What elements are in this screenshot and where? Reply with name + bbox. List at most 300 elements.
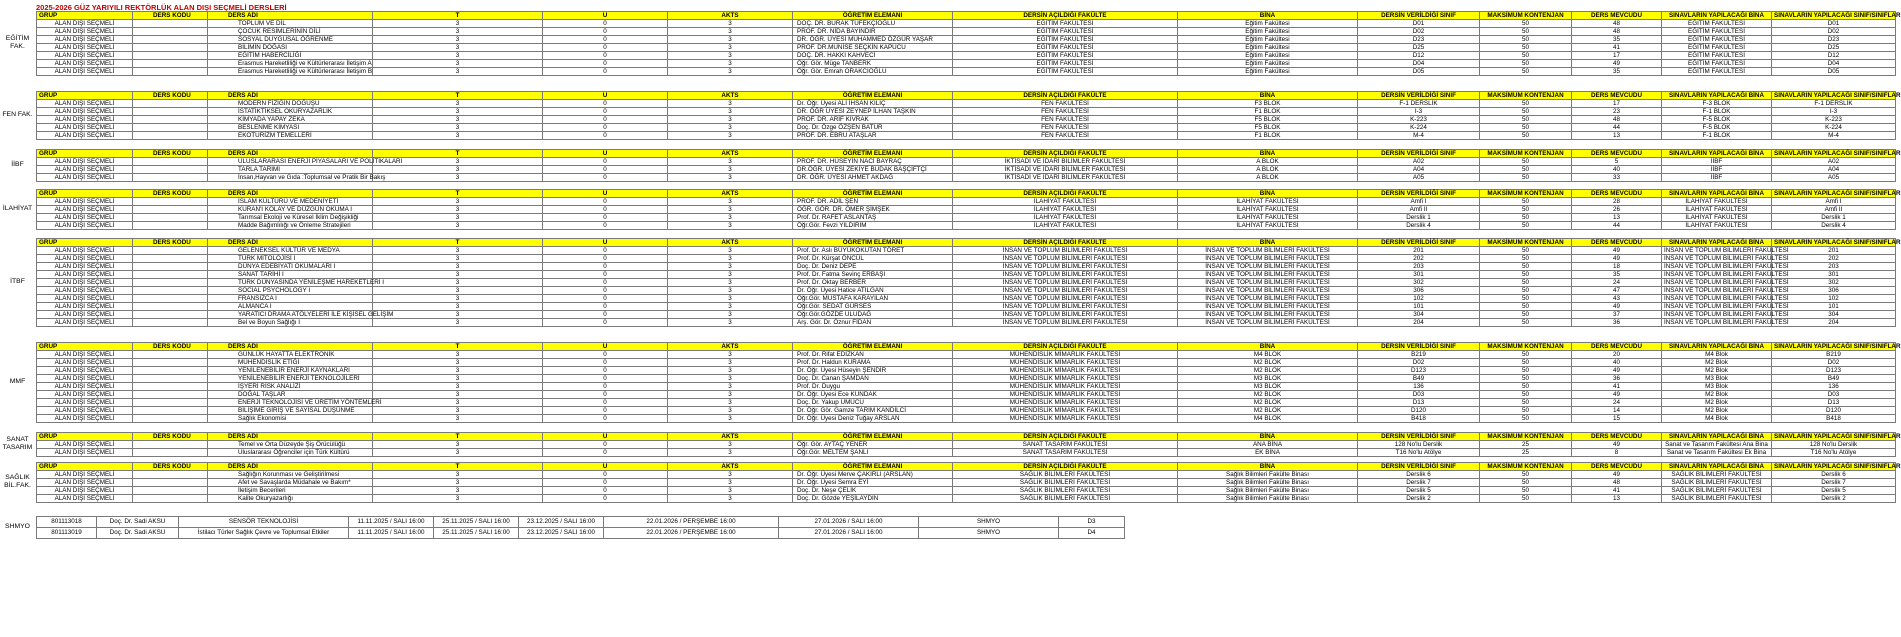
table-cell[interactable]: F3 BLOK bbox=[1178, 100, 1358, 108]
table-cell[interactable]: Sanat ve Tasarım Fakültesi Ek Bina bbox=[1662, 449, 1772, 457]
table-cell[interactable]: 3 bbox=[668, 44, 793, 52]
table-cell[interactable]: ALAN DIŞI SEÇMELİ bbox=[37, 263, 133, 271]
table-cell[interactable]: 48 bbox=[1572, 28, 1662, 36]
table-cell[interactable]: Dr. Öğr. Üyesi Hüseyin ŞENDİR bbox=[793, 367, 953, 375]
table-cell[interactable]: 0 bbox=[543, 255, 668, 263]
table-cell[interactable]: ALAN DIŞI SEÇMELİ bbox=[37, 132, 133, 140]
table-cell[interactable]: Derslik 5 bbox=[1772, 487, 1896, 495]
table-cell[interactable]: 3 bbox=[373, 279, 543, 287]
table-cell[interactable]: 3 bbox=[668, 198, 793, 206]
table-cell[interactable]: B418 bbox=[1358, 415, 1480, 423]
table-cell[interactable]: 50 bbox=[1480, 255, 1572, 263]
table-cell[interactable]: Madde Bağımlılığı ve Önleme Stratejileri bbox=[208, 222, 373, 230]
table-cell[interactable]: 3 bbox=[373, 68, 543, 76]
table-cell[interactable]: 50 bbox=[1480, 108, 1572, 116]
table-cell[interactable]: 50 bbox=[1480, 20, 1572, 28]
table-cell[interactable]: D02 bbox=[1358, 359, 1480, 367]
table-cell[interactable]: M4 BLOK bbox=[1178, 415, 1358, 423]
table-cell[interactable] bbox=[133, 28, 208, 36]
table-cell[interactable]: SAĞLIK BİLİMLERİ FAKÜLTESİ bbox=[953, 471, 1178, 479]
table-cell[interactable]: Öğr. Gör. Müge TANBERK bbox=[793, 60, 953, 68]
table-cell[interactable]: 0 bbox=[543, 263, 668, 271]
table-cell[interactable]: ALAN DIŞI SEÇMELİ bbox=[37, 108, 133, 116]
table-cell[interactable]: 3 bbox=[668, 367, 793, 375]
table-cell[interactable]: 0 bbox=[543, 214, 668, 222]
table-cell[interactable]: DÜNYA EDEBİYATI OKUMALARI I bbox=[208, 263, 373, 271]
table-cell[interactable]: D03 bbox=[1772, 391, 1896, 399]
table-cell[interactable] bbox=[133, 255, 208, 263]
table-cell[interactable]: Prof. Dr. Oktay BERBER bbox=[793, 279, 953, 287]
table-cell[interactable]: EĞİTİM FAKÜLTESİ bbox=[953, 52, 1178, 60]
table-cell[interactable]: BESLENME KİMYASI bbox=[208, 124, 373, 132]
table-cell[interactable]: PROF. DR. NİDA BAYINDIR bbox=[793, 28, 953, 36]
table-cell[interactable] bbox=[133, 68, 208, 76]
table-cell[interactable]: Sağlık Bilimleri Fakülte Binası bbox=[1178, 495, 1358, 503]
table-cell[interactable]: Doç. Dr. Deniz DEPE bbox=[793, 263, 953, 271]
table-cell[interactable]: 3 bbox=[373, 44, 543, 52]
table-cell[interactable]: ALAN DIŞI SEÇMELİ bbox=[37, 60, 133, 68]
table-cell[interactable]: 202 bbox=[1358, 255, 1480, 263]
table-cell[interactable]: 102 bbox=[1772, 295, 1896, 303]
table-cell[interactable]: Derslik 4 bbox=[1772, 222, 1896, 230]
table-cell[interactable] bbox=[133, 198, 208, 206]
table-cell[interactable]: İNSAN VE TOPLUM BİLİMLERİ FAKÜLTESİ bbox=[1178, 247, 1358, 255]
table-cell[interactable]: 3 bbox=[668, 158, 793, 166]
table-cell[interactable]: D02 bbox=[1772, 359, 1896, 367]
table-cell[interactable]: 0 bbox=[543, 108, 668, 116]
table-cell[interactable]: MÜHENDİSLİK MİMARLIK FAKÜLTESİ bbox=[953, 383, 1178, 391]
table-cell[interactable]: TÜRK MİTOLOJİSİ I bbox=[208, 255, 373, 263]
table-cell[interactable]: 43 bbox=[1572, 295, 1662, 303]
table-cell[interactable]: İKTİSADİ VE İDARİ BİLİMLER FAKÜLTESİ bbox=[953, 166, 1178, 174]
table-cell[interactable]: 20 bbox=[1572, 351, 1662, 359]
table-cell[interactable]: ALAN DIŞI SEÇMELİ bbox=[37, 158, 133, 166]
table-cell[interactable]: EĞİTİM FAKÜLTESİ bbox=[1662, 44, 1772, 52]
table-cell[interactable]: 3 bbox=[668, 351, 793, 359]
table-cell[interactable]: 50 bbox=[1480, 367, 1572, 375]
table-cell[interactable]: 3 bbox=[668, 214, 793, 222]
table-cell[interactable]: 3 bbox=[373, 116, 543, 124]
table-cell[interactable]: ALAN DIŞI SEÇMELİ bbox=[37, 311, 133, 319]
table-cell[interactable]: İNSAN VE TOPLUM BİLİMLERİ FAKÜLTESİ bbox=[1178, 271, 1358, 279]
table-cell[interactable]: ALAN DIŞI SEÇMELİ bbox=[37, 319, 133, 327]
table-cell[interactable]: ALAN DIŞI SEÇMELİ bbox=[37, 116, 133, 124]
table-cell[interactable]: 25 bbox=[1480, 449, 1572, 457]
table-cell[interactable]: FEN FAKÜLTESİ bbox=[953, 100, 1178, 108]
table-cell[interactable]: 301 bbox=[1772, 271, 1896, 279]
table-cell[interactable]: D25 bbox=[1358, 44, 1480, 52]
table-cell[interactable]: İLAHİYAT FAKÜLTESİ bbox=[953, 222, 1178, 230]
table-cell[interactable]: M2 BLOK bbox=[1178, 407, 1358, 415]
table-cell[interactable]: İLAHİYAT FAKÜLTESİ bbox=[953, 198, 1178, 206]
table-cell[interactable]: A02 bbox=[1358, 158, 1480, 166]
table-cell[interactable]: 301 bbox=[1358, 271, 1480, 279]
table-cell[interactable]: EĞİTİM FAKÜLTESİ bbox=[1662, 60, 1772, 68]
table-cell[interactable]: 3 bbox=[668, 407, 793, 415]
table-cell[interactable] bbox=[133, 100, 208, 108]
table-cell[interactable]: EK BİNA bbox=[1178, 449, 1358, 457]
table-cell[interactable] bbox=[133, 108, 208, 116]
table-cell[interactable]: 302 bbox=[1772, 279, 1896, 287]
table-cell[interactable]: FEN FAKÜLTESİ bbox=[953, 108, 1178, 116]
table-cell[interactable]: A BLOK bbox=[1178, 166, 1358, 174]
table-cell[interactable]: 3 bbox=[373, 166, 543, 174]
table-cell[interactable]: D123 bbox=[1772, 367, 1896, 375]
table-cell[interactable]: İNSAN VE TOPLUM BİLİMLERİ FAKÜLTESİ bbox=[1662, 319, 1772, 327]
table-cell[interactable]: D3 bbox=[1059, 517, 1125, 528]
table-cell[interactable] bbox=[133, 20, 208, 28]
table-cell[interactable]: ALAN DIŞI SEÇMELİ bbox=[37, 279, 133, 287]
table-cell[interactable] bbox=[133, 449, 208, 457]
table-cell[interactable] bbox=[133, 44, 208, 52]
table-cell[interactable]: 50 bbox=[1480, 303, 1572, 311]
table-cell[interactable]: Sanat ve Tasarım Fakültesi Ana Bina bbox=[1662, 441, 1772, 449]
table-cell[interactable]: 3 bbox=[668, 303, 793, 311]
table-cell[interactable]: İSLAM KÜLTÜRÜ VE MEDENİYETİ bbox=[208, 198, 373, 206]
table-cell[interactable]: 48 bbox=[1572, 479, 1662, 487]
table-cell[interactable]: PROF. DR. ARİF KIVRAK bbox=[793, 116, 953, 124]
table-cell[interactable]: F5 BLOK bbox=[1178, 124, 1358, 132]
table-cell[interactable]: F-1 BLOK bbox=[1662, 132, 1772, 140]
table-cell[interactable]: Öğr.Gör. SEDAT GÜRSES bbox=[793, 303, 953, 311]
table-cell[interactable]: ALAN DIŞI SEÇMELİ bbox=[37, 383, 133, 391]
table-cell[interactable]: İİBF bbox=[1662, 166, 1772, 174]
table-cell[interactable]: Doç. Dr. Canan ŞAMDAN bbox=[793, 375, 953, 383]
table-cell[interactable]: 3 bbox=[373, 295, 543, 303]
table-cell[interactable]: EĞİTİM FAKÜLTESİ bbox=[953, 60, 1178, 68]
table-cell[interactable]: 50 bbox=[1480, 174, 1572, 182]
table-cell[interactable]: Derslik 2 bbox=[1358, 495, 1480, 503]
table-cell[interactable] bbox=[133, 351, 208, 359]
table-cell[interactable]: İNSAN VE TOPLUM BİLİMLERİ FAKÜLTESİ bbox=[953, 303, 1178, 311]
table-cell[interactable]: EĞİTİM FAKÜLTESİ bbox=[953, 44, 1178, 52]
table-cell[interactable]: 3 bbox=[668, 206, 793, 214]
table-cell[interactable]: 202 bbox=[1772, 255, 1896, 263]
table-cell[interactable]: 49 bbox=[1572, 471, 1662, 479]
table-cell[interactable]: 50 bbox=[1480, 44, 1572, 52]
table-cell[interactable]: 13 bbox=[1572, 495, 1662, 503]
table-cell[interactable]: 3 bbox=[373, 52, 543, 60]
table-cell[interactable]: D01 bbox=[1358, 20, 1480, 28]
table-cell[interactable] bbox=[133, 399, 208, 407]
table-cell[interactable]: 3 bbox=[373, 449, 543, 457]
table-cell[interactable] bbox=[133, 319, 208, 327]
table-cell[interactable]: 0 bbox=[543, 351, 668, 359]
table-cell[interactable] bbox=[133, 287, 208, 295]
table-cell[interactable]: 0 bbox=[543, 471, 668, 479]
table-cell[interactable]: 0 bbox=[543, 367, 668, 375]
table-cell[interactable] bbox=[133, 116, 208, 124]
table-cell[interactable]: 3 bbox=[373, 36, 543, 44]
table-cell[interactable]: Doç. Dr. Gözde YEŞİLAYDIN bbox=[793, 495, 953, 503]
table-cell[interactable]: Kalite Okuryazarlığı bbox=[208, 495, 373, 503]
table-cell[interactable]: ALAN DIŞI SEÇMELİ bbox=[37, 479, 133, 487]
table-cell[interactable]: 49 bbox=[1572, 60, 1662, 68]
table-cell[interactable]: 0 bbox=[543, 166, 668, 174]
table-cell[interactable]: 28 bbox=[1572, 198, 1662, 206]
table-cell[interactable]: TARLA TARIMI bbox=[208, 166, 373, 174]
table-cell[interactable]: Dr. Öğr. Üyesi Deniz Tuğay ARSLAN bbox=[793, 415, 953, 423]
table-cell[interactable]: İLAHİYAT FAKÜLTESİ bbox=[1662, 198, 1772, 206]
table-cell[interactable]: M2 BLOK bbox=[1178, 399, 1358, 407]
table-cell[interactable]: Doç. Dr. Sadi AKSU bbox=[97, 528, 179, 539]
table-cell[interactable]: F-1 DERSLİK bbox=[1358, 100, 1480, 108]
table-cell[interactable]: İNSAN VE TOPLUM BİLİMLERİ FAKÜLTESİ bbox=[1662, 263, 1772, 271]
table-cell[interactable]: 3 bbox=[668, 116, 793, 124]
table-cell[interactable]: ALAN DIŞI SEÇMELİ bbox=[37, 44, 133, 52]
table-cell[interactable]: DOÇ. DR. BURAK TÜFEKÇİOĞLU bbox=[793, 20, 953, 28]
table-cell[interactable]: Derslik 7 bbox=[1358, 479, 1480, 487]
table-cell[interactable]: K-224 bbox=[1772, 124, 1896, 132]
table-cell[interactable]: 3 bbox=[668, 28, 793, 36]
table-cell[interactable]: 3 bbox=[373, 383, 543, 391]
table-cell[interactable]: 5 bbox=[1572, 158, 1662, 166]
table-cell[interactable]: 50 bbox=[1480, 319, 1572, 327]
table-cell[interactable]: Dr. Öğr. Üyesi Hatice ATILGAN bbox=[793, 287, 953, 295]
table-cell[interactable]: İNSAN VE TOPLUM BİLİMLERİ FAKÜLTESİ bbox=[1662, 247, 1772, 255]
table-cell[interactable]: 3 bbox=[668, 263, 793, 271]
table-cell[interactable]: SANAT TASARIM FAKÜLTESİ bbox=[953, 441, 1178, 449]
table-cell[interactable]: 3 bbox=[668, 174, 793, 182]
table-cell[interactable]: 50 bbox=[1480, 279, 1572, 287]
table-cell[interactable]: Doç. Dr. Sadi AKSU bbox=[97, 517, 179, 528]
table-cell[interactable]: 50 bbox=[1480, 471, 1572, 479]
table-cell[interactable]: ÖĞR. GÖR. DR. ÖMER ŞİMŞEK bbox=[793, 206, 953, 214]
table-cell[interactable]: İŞYERİ RİSK ANALİZİ bbox=[208, 383, 373, 391]
table-cell[interactable]: 3 bbox=[373, 399, 543, 407]
table-cell[interactable]: 3 bbox=[668, 399, 793, 407]
table-cell[interactable]: İİBF bbox=[1662, 174, 1772, 182]
table-cell[interactable]: ALAN DIŞI SEÇMELİ bbox=[37, 68, 133, 76]
table-cell[interactable]: 3 bbox=[373, 222, 543, 230]
table-cell[interactable] bbox=[133, 124, 208, 132]
table-cell[interactable]: 0 bbox=[543, 116, 668, 124]
table-cell[interactable]: 49 bbox=[1572, 255, 1662, 263]
table-cell[interactable]: 0 bbox=[543, 28, 668, 36]
table-cell[interactable]: I-3 bbox=[1772, 108, 1896, 116]
table-cell[interactable]: DOĞAL TAŞLAR bbox=[208, 391, 373, 399]
table-cell[interactable]: 0 bbox=[543, 44, 668, 52]
table-cell[interactable]: Öğr. Gör. Emrah ORAKCIOĞLU bbox=[793, 68, 953, 76]
table-cell[interactable]: YARATICI DRAMA ATÖLYELERİ İLE KİŞİSEL GELİŞİM bbox=[208, 311, 373, 319]
table-cell[interactable]: İNSAN VE TOPLUM BİLİMLERİ FAKÜLTESİ bbox=[1662, 303, 1772, 311]
table-cell[interactable]: 0 bbox=[543, 495, 668, 503]
table-cell[interactable]: M3 BLOK bbox=[1178, 383, 1358, 391]
table-cell[interactable]: 3 bbox=[668, 449, 793, 457]
table-cell[interactable]: 50 bbox=[1480, 415, 1572, 423]
table-cell[interactable] bbox=[133, 311, 208, 319]
table-cell[interactable]: Uluslararası Öğrenciler için Türk Kültürü bbox=[208, 449, 373, 457]
table-cell[interactable]: 3 bbox=[668, 383, 793, 391]
table-cell[interactable]: 50 bbox=[1480, 287, 1572, 295]
table-cell[interactable]: 35 bbox=[1572, 68, 1662, 76]
table-cell[interactable] bbox=[133, 391, 208, 399]
table-cell[interactable]: 3 bbox=[373, 263, 543, 271]
table-cell[interactable]: Eğitim Fakültesi bbox=[1178, 52, 1358, 60]
table-cell[interactable]: 13 bbox=[1572, 214, 1662, 222]
table-cell[interactable]: 136 bbox=[1772, 383, 1896, 391]
table-cell[interactable]: 50 bbox=[1480, 158, 1572, 166]
table-cell[interactable]: 128 No'lu Derslik bbox=[1772, 441, 1896, 449]
table-cell[interactable]: M2 Blok bbox=[1662, 407, 1772, 415]
table-cell[interactable]: SHMYO bbox=[919, 528, 1059, 539]
table-cell[interactable]: K-224 bbox=[1358, 124, 1480, 132]
table-cell[interactable]: DR. ÖĞR. ÜYESİ AHMET AKDAĞ bbox=[793, 174, 953, 182]
table-cell[interactable]: 8 bbox=[1572, 449, 1662, 457]
table-cell[interactable]: İNSAN VE TOPLUM BİLİMLERİ FAKÜLTESİ bbox=[953, 263, 1178, 271]
table-cell[interactable]: BİLİŞİME GİRİŞ VE SAYISAL DÜŞÜNME bbox=[208, 407, 373, 415]
table-cell[interactable]: 50 bbox=[1480, 68, 1572, 76]
table-cell[interactable]: Amfi I bbox=[1358, 198, 1480, 206]
table-cell[interactable]: A BLOK bbox=[1178, 158, 1358, 166]
table-cell[interactable]: 0 bbox=[543, 68, 668, 76]
table-cell[interactable]: 306 bbox=[1358, 287, 1480, 295]
table-cell[interactable]: İNSAN VE TOPLUM BİLİMLERİ FAKÜLTESİ bbox=[1178, 303, 1358, 311]
table-cell[interactable]: İLAHİYAT FAKÜLTESİ bbox=[953, 206, 1178, 214]
table-cell[interactable]: SAĞLIK BİLİMLERİ FAKÜLTESİ bbox=[953, 487, 1178, 495]
table-cell[interactable]: D120 bbox=[1358, 407, 1480, 415]
table-cell[interactable]: 3 bbox=[668, 495, 793, 503]
table-cell[interactable]: Eğitim Fakültesi bbox=[1178, 20, 1358, 28]
table-cell[interactable]: D05 bbox=[1772, 68, 1896, 76]
table-cell[interactable]: EKOTURİZM TEMELLERİ bbox=[208, 132, 373, 140]
table-cell[interactable]: T16 No'lu Atölye bbox=[1772, 449, 1896, 457]
table-cell[interactable]: İLAHİYAT FAKÜLTESİ bbox=[1178, 214, 1358, 222]
table-cell[interactable]: Öğr.Gör. MELTEM ŞANLI bbox=[793, 449, 953, 457]
table-cell[interactable]: F-5 BLOK bbox=[1662, 124, 1772, 132]
table-cell[interactable]: 50 bbox=[1480, 399, 1572, 407]
table-cell[interactable]: Erasmus Hareketliliği ve Kültürlerarası İletişim B bbox=[208, 68, 373, 76]
table-cell[interactable]: 0 bbox=[543, 407, 668, 415]
table-cell[interactable]: FRANSIZCA I bbox=[208, 295, 373, 303]
table-cell[interactable]: Eğitim Fakültesi bbox=[1178, 68, 1358, 76]
table-cell[interactable]: EĞİTİM FAKÜLTESİ bbox=[1662, 52, 1772, 60]
table-cell[interactable]: 35 bbox=[1572, 271, 1662, 279]
table-cell[interactable]: 101 bbox=[1358, 303, 1480, 311]
table-cell[interactable]: Prof. Dr. Rifat EDİZKAN bbox=[793, 351, 953, 359]
table-cell[interactable]: 33 bbox=[1572, 174, 1662, 182]
table-cell[interactable] bbox=[133, 166, 208, 174]
table-cell[interactable]: D04 bbox=[1358, 60, 1480, 68]
table-cell[interactable]: 50 bbox=[1480, 271, 1572, 279]
table-cell[interactable]: ALAN DIŞI SEÇMELİ bbox=[37, 222, 133, 230]
table-cell[interactable]: 0 bbox=[543, 375, 668, 383]
table-cell[interactable]: F5 BLOK bbox=[1178, 116, 1358, 124]
table-cell[interactable]: SOSYAL DUYGUSAL ÖĞRENME bbox=[208, 36, 373, 44]
table-cell[interactable] bbox=[133, 367, 208, 375]
table-cell[interactable]: 0 bbox=[543, 383, 668, 391]
table-cell[interactable]: 3 bbox=[668, 271, 793, 279]
table-cell[interactable]: YENİLENEBİLİR ENERJİ KAYNAKLARI bbox=[208, 367, 373, 375]
table-cell[interactable]: Derslik 7 bbox=[1772, 479, 1896, 487]
table-cell[interactable]: 0 bbox=[543, 36, 668, 44]
table-cell[interactable]: 25 bbox=[1480, 441, 1572, 449]
table-cell[interactable]: Prof. Dr. Fatma Sevinç ERBAŞI bbox=[793, 271, 953, 279]
table-cell[interactable] bbox=[133, 375, 208, 383]
table-cell[interactable]: Dr. Öğr. Üyesi Ece KUNDAK bbox=[793, 391, 953, 399]
table-cell[interactable]: 203 bbox=[1772, 263, 1896, 271]
table-cell[interactable]: EĞİTİM FAKÜLTESİ bbox=[1662, 36, 1772, 44]
table-cell[interactable]: 3 bbox=[668, 311, 793, 319]
table-cell[interactable]: GÜNLÜK HAYATTA ELEKTRONİK bbox=[208, 351, 373, 359]
table-cell[interactable]: 50 bbox=[1480, 263, 1572, 271]
table-cell[interactable]: FEN FAKÜLTESİ bbox=[953, 132, 1178, 140]
table-cell[interactable] bbox=[133, 441, 208, 449]
table-cell[interactable]: B49 bbox=[1358, 375, 1480, 383]
table-cell[interactable]: MODERN FİZİĞİN DOĞUŞU bbox=[208, 100, 373, 108]
table-cell[interactable]: Öğr.Gör. Fevzi YILDIRIM bbox=[793, 222, 953, 230]
table-cell[interactable]: ALAN DIŞI SEÇMELİ bbox=[37, 441, 133, 449]
table-cell[interactable]: ALAN DIŞI SEÇMELİ bbox=[37, 28, 133, 36]
table-cell[interactable]: 0 bbox=[543, 479, 668, 487]
table-cell[interactable]: Afet ve Savaşlarda Müdahale ve Bakım* bbox=[208, 479, 373, 487]
table-cell[interactable]: Öğr.Gör.GÖZDE ULUDAĞ bbox=[793, 311, 953, 319]
table-cell[interactable]: Eğitim Fakültesi bbox=[1178, 60, 1358, 68]
table-cell[interactable]: A04 bbox=[1772, 166, 1896, 174]
table-cell[interactable]: 0 bbox=[543, 52, 668, 60]
table-cell[interactable]: Dr. Öğr. Üyesi Semra EYİ bbox=[793, 479, 953, 487]
table-cell[interactable]: 50 bbox=[1480, 206, 1572, 214]
table-cell[interactable]: 3 bbox=[668, 479, 793, 487]
table-cell[interactable]: 3 bbox=[668, 359, 793, 367]
table-cell[interactable]: PROF. DR. HÜSEYİN NACİ BAYRAÇ bbox=[793, 158, 953, 166]
table-cell[interactable]: 3 bbox=[668, 20, 793, 28]
table-cell[interactable]: Prof. Dr. RAFET ASLANTAŞ bbox=[793, 214, 953, 222]
table-cell[interactable]: Prof. Dr. Kürşat ÖNCÜL bbox=[793, 255, 953, 263]
table-cell[interactable]: İLAHİYAT FAKÜLTESİ bbox=[1662, 206, 1772, 214]
table-cell[interactable]: ULUSLARARASI ENERJİ PİYASALARI VE POLİTİKALARI bbox=[208, 158, 373, 166]
table-cell[interactable]: İİBF bbox=[1662, 158, 1772, 166]
table-cell[interactable]: 3 bbox=[373, 359, 543, 367]
table-cell[interactable]: 50 bbox=[1480, 391, 1572, 399]
table-cell[interactable]: 3 bbox=[373, 174, 543, 182]
table-cell[interactable]: MÜHENDİSLİK MİMARLIK FAKÜLTESİ bbox=[953, 391, 1178, 399]
table-cell[interactable]: F1 BLOK bbox=[1178, 108, 1358, 116]
table-cell[interactable]: 3 bbox=[373, 100, 543, 108]
table-cell[interactable]: 0 bbox=[543, 487, 668, 495]
table-cell[interactable]: M3 Blok bbox=[1662, 375, 1772, 383]
table-cell[interactable] bbox=[133, 174, 208, 182]
table-cell[interactable]: D23 bbox=[1358, 36, 1480, 44]
table-cell[interactable]: İstilacı Türler Sağlık Çevre ve Toplumsal Etkiler bbox=[179, 528, 349, 539]
table-cell[interactable]: SAĞLIK BİLİMLERİ FAKÜLTESİ bbox=[1662, 487, 1772, 495]
table-cell[interactable] bbox=[133, 407, 208, 415]
table-cell[interactable]: D01 bbox=[1772, 20, 1896, 28]
table-cell[interactable]: 0 bbox=[543, 206, 668, 214]
table-cell[interactable]: BİLİMİN DOĞASI bbox=[208, 44, 373, 52]
table-cell[interactable] bbox=[133, 36, 208, 44]
table-cell[interactable]: 36 bbox=[1572, 319, 1662, 327]
table-cell[interactable]: SENSÖR TEKNOLOJİSİ bbox=[179, 517, 349, 528]
table-cell[interactable]: ALAN DIŞI SEÇMELİ bbox=[37, 359, 133, 367]
table-cell[interactable]: 3 bbox=[668, 255, 793, 263]
table-cell[interactable]: 49 bbox=[1572, 367, 1662, 375]
table-cell[interactable]: 0 bbox=[543, 124, 668, 132]
table-cell[interactable]: Eğitim Fakültesi bbox=[1178, 44, 1358, 52]
table-cell[interactable]: 15 bbox=[1572, 415, 1662, 423]
table-cell[interactable]: 50 bbox=[1480, 60, 1572, 68]
table-cell[interactable]: MÜHENDİSLİK ETİĞİ bbox=[208, 359, 373, 367]
table-cell[interactable]: KİMYADA YAPAY ZEKA bbox=[208, 116, 373, 124]
table-cell[interactable]: TÜRK DÜNYASINDA YENİLEŞME HAREKETLERİ I bbox=[208, 279, 373, 287]
table-cell[interactable]: 201 bbox=[1772, 247, 1896, 255]
table-cell[interactable]: 11.11.2025 / SALI 16:00 bbox=[349, 528, 434, 539]
table-cell[interactable]: Derslik 1 bbox=[1772, 214, 1896, 222]
table-cell[interactable]: İNSAN VE TOPLUM BİLİMLERİ FAKÜLTESİ bbox=[953, 255, 1178, 263]
table-cell[interactable]: 204 bbox=[1772, 319, 1896, 327]
table-cell[interactable]: 3 bbox=[373, 407, 543, 415]
table-cell[interactable]: ALAN DIŞI SEÇMELİ bbox=[37, 198, 133, 206]
